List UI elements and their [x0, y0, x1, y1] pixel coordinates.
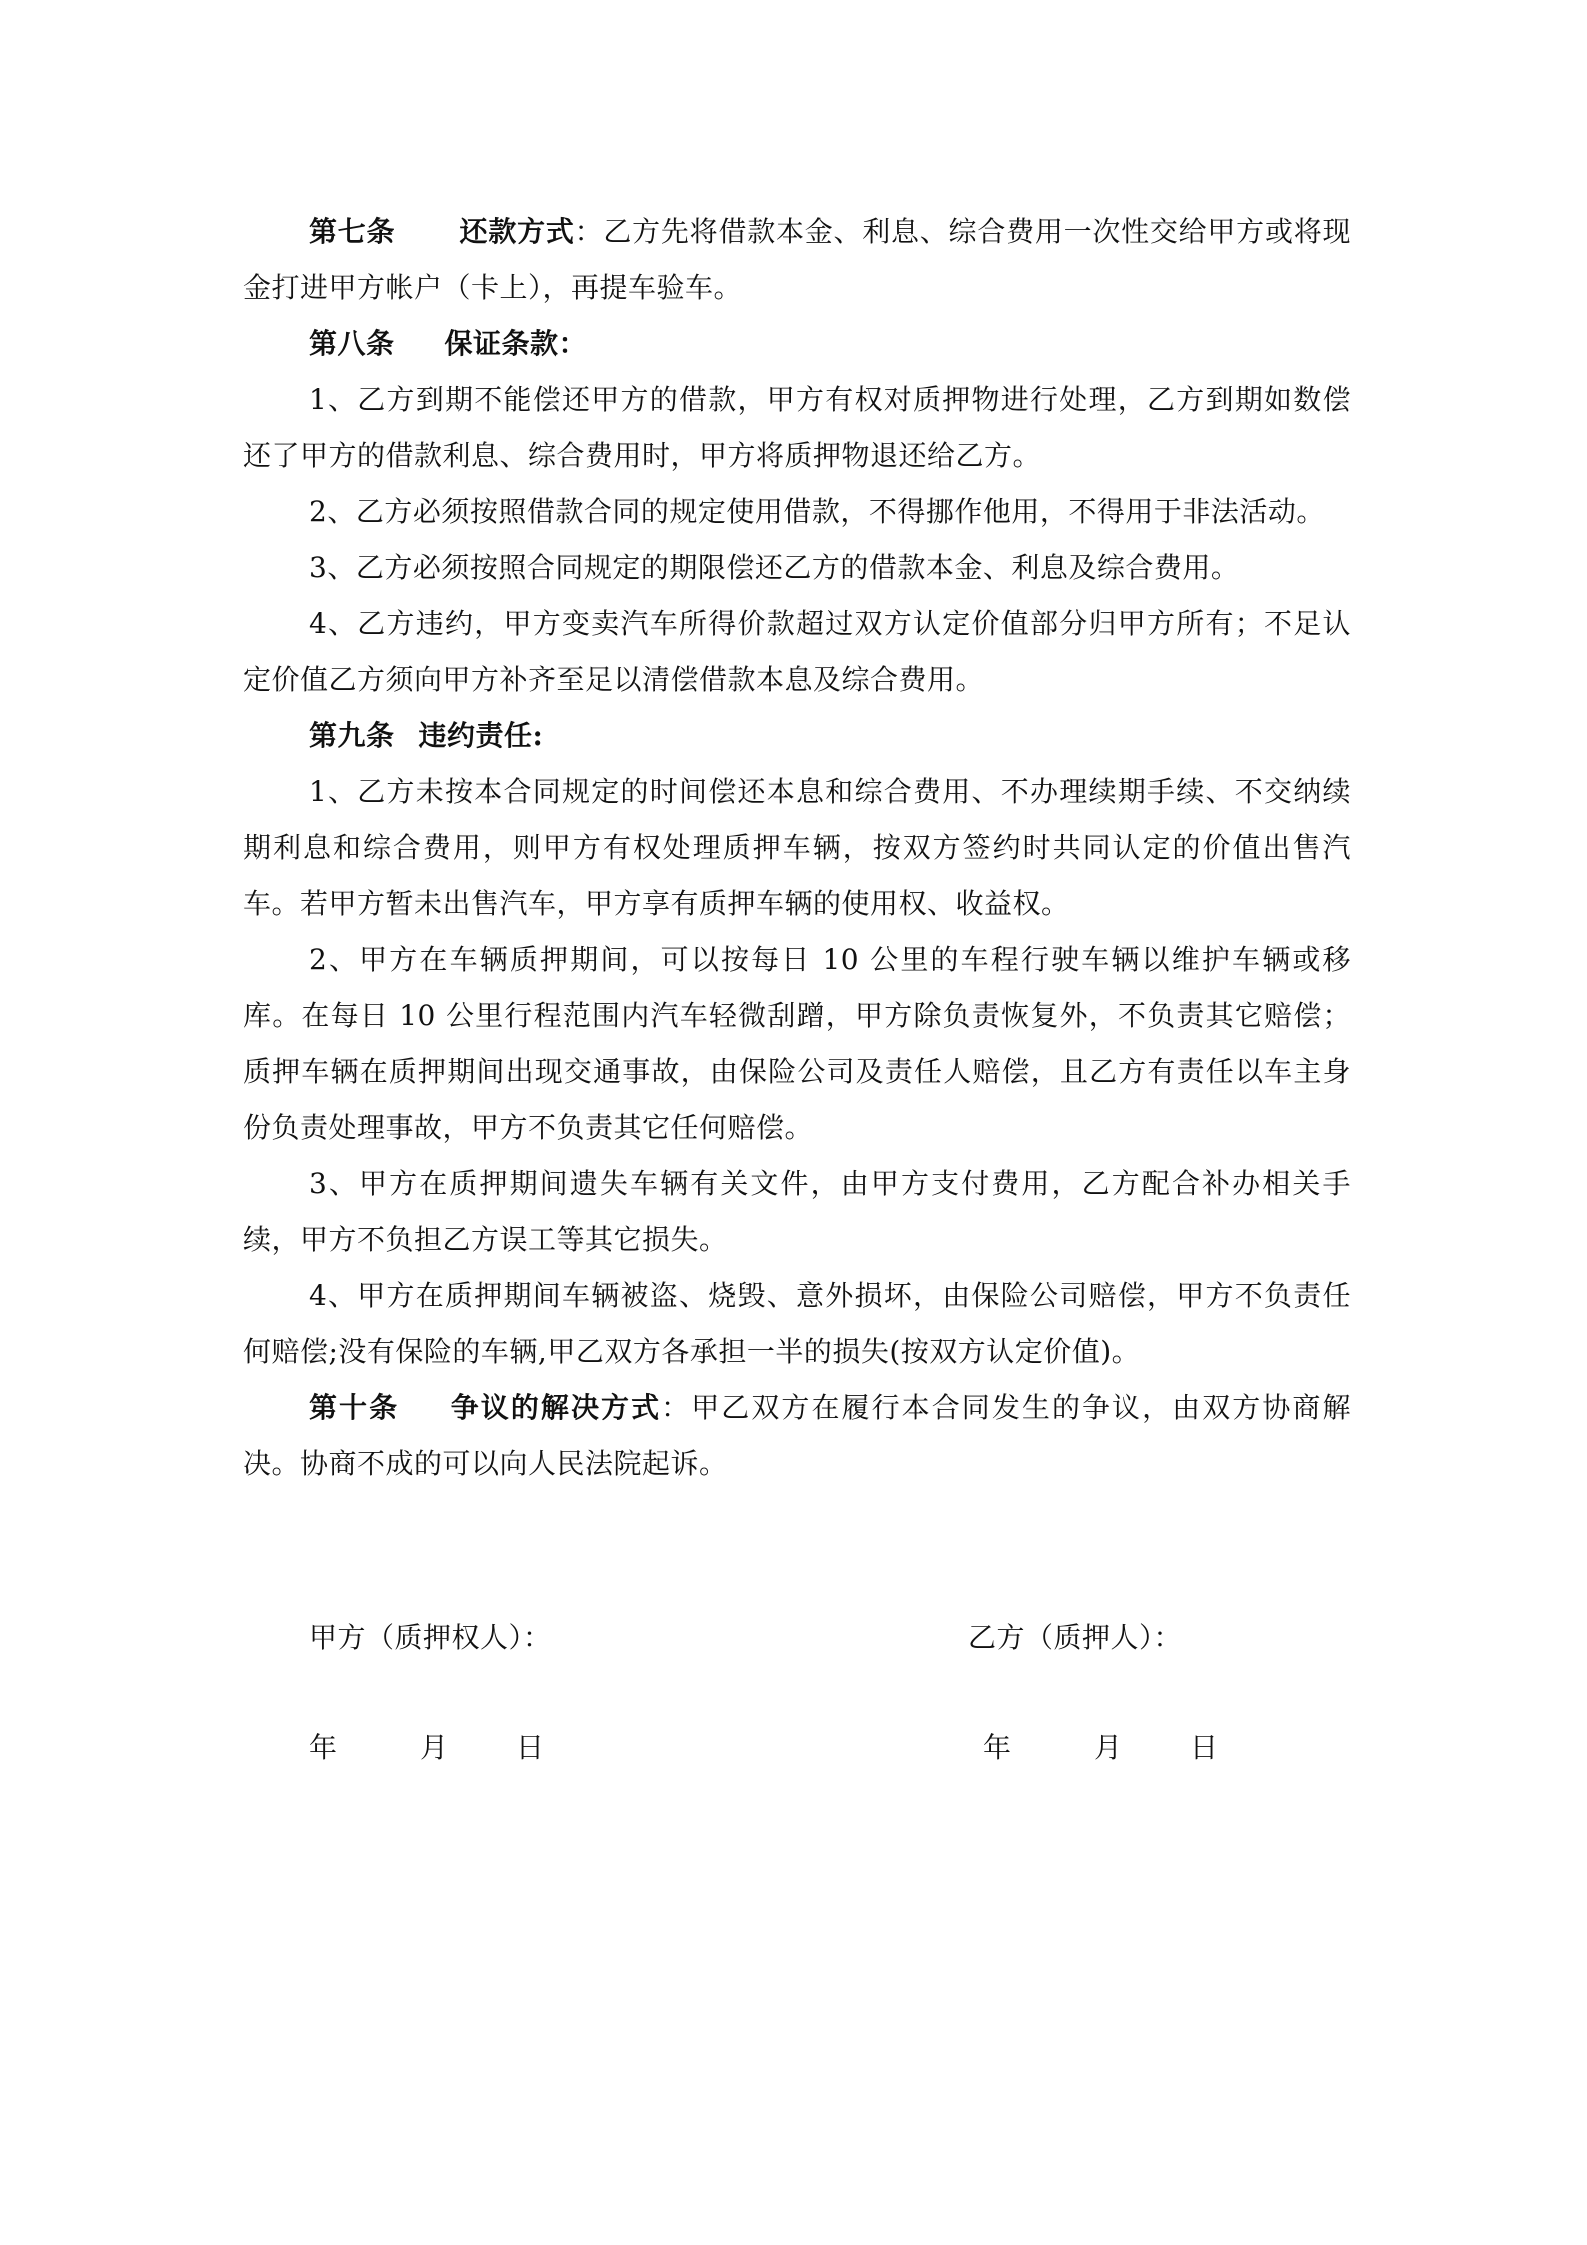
party-b-date-day: 日 [1190, 1731, 1219, 1764]
article-7-title: 还款方式 [459, 215, 575, 248]
contract-body [243, 204, 1351, 1492]
article-8-item-1: 1、乙方到期不能偿还甲方的借款，甲方有权对质押物进行处理，乙方到期如数偿还了甲方的借款利息、综合费用时，甲方将质押物退还给乙方。 [243, 383, 1351, 472]
party-b-date-year: 年 [983, 1731, 1012, 1764]
article-8-header [243, 316, 1351, 372]
article-8-heading: 第八条 [309, 327, 395, 360]
article-8-item-4: 4、乙方违约，甲方变卖汽车所得价款超过双方认定价值部分归甲方所有；不足认定价值乙方须向甲方补齐至足以清偿借款本息及综合费用。 [243, 607, 1351, 696]
article-10 [243, 1380, 1351, 1492]
party-a-signature-label: 甲方（质押权人）： [309, 1621, 552, 1654]
article-9-item-3: 3、甲方在质押期间遗失车辆有关文件，由甲方支付费用，乙方配合补办相关手续，甲方不负担乙方误工等其它损失。 [243, 1167, 1351, 1256]
party-a-date-year: 年 [309, 1731, 338, 1764]
article-7-text: ：乙方先将借款本金、利息、综合费用一次性交给甲方或将现金打进甲方帐户（卡上），再提车验车。 [243, 215, 1351, 304]
article-10-title: 争议的解决方式 [449, 1391, 662, 1424]
article-7 [243, 204, 1351, 316]
article-8-item-2: 2、乙方必须按照借款合同的规定使用借款，不得挪作他用，不得用于非法活动。 [309, 495, 1325, 528]
article-9-item-4: 4、甲方在质押期间车辆被盗、烧毁、意外损坏，由保险公司赔偿，甲方不负责任何赔偿;没有保险的车辆,甲乙双方各承担一半的损失(按双方认定价值)。 [243, 1279, 1351, 1368]
article-9-heading: 第九条 [309, 719, 395, 752]
article-7-heading: 第七条 [309, 215, 396, 248]
article-8-title: 保证条款： [444, 327, 588, 360]
article-10-text: ：甲乙双方在履行本合同发生的争议，由双方协商解决。协商不成的可以向人民法院起诉。 [243, 1391, 1351, 1480]
party-b-signature-label: 乙方（质押人）： [968, 1621, 1183, 1654]
article-9-title: 违约责任: [418, 719, 544, 752]
article-9-item-2: 2、甲方在车辆质押期间，可以按每日 10 公里的车程行驶车辆以维护车辆或移库。在每日 10 公里行程范围内汽车轻微刮蹭，甲方除负责恢复外，不负责其它赔偿；质押车辆在质押期间出现交通事故，由保险公司及责任人赔偿，且乙方有责任以车主身份负责处理事故，甲方不负责其它任何赔偿。 [243, 943, 1351, 1144]
article-9-item-1: 1、乙方未按本合同规定的时间偿还本息和综合费用、不办理续期手续、不交纳续期利息和综合费用，则甲方有权处理质押车辆，按双方签约时共同认定的价值出售汽车。若甲方暂未出售汽车，甲方享有质押车辆的使用权、收益权。 [243, 775, 1351, 920]
article-10-heading: 第十条 [309, 1391, 400, 1424]
article-9-header [243, 708, 1351, 764]
party-b-date-month: 月 [1094, 1731, 1123, 1764]
party-a-date-month: 月 [420, 1731, 449, 1764]
party-a-date-day: 日 [516, 1731, 545, 1764]
article-8-item-3: 3、乙方必须按照合同规定的期限偿还乙方的借款本金、利息及综合费用。 [309, 551, 1240, 584]
